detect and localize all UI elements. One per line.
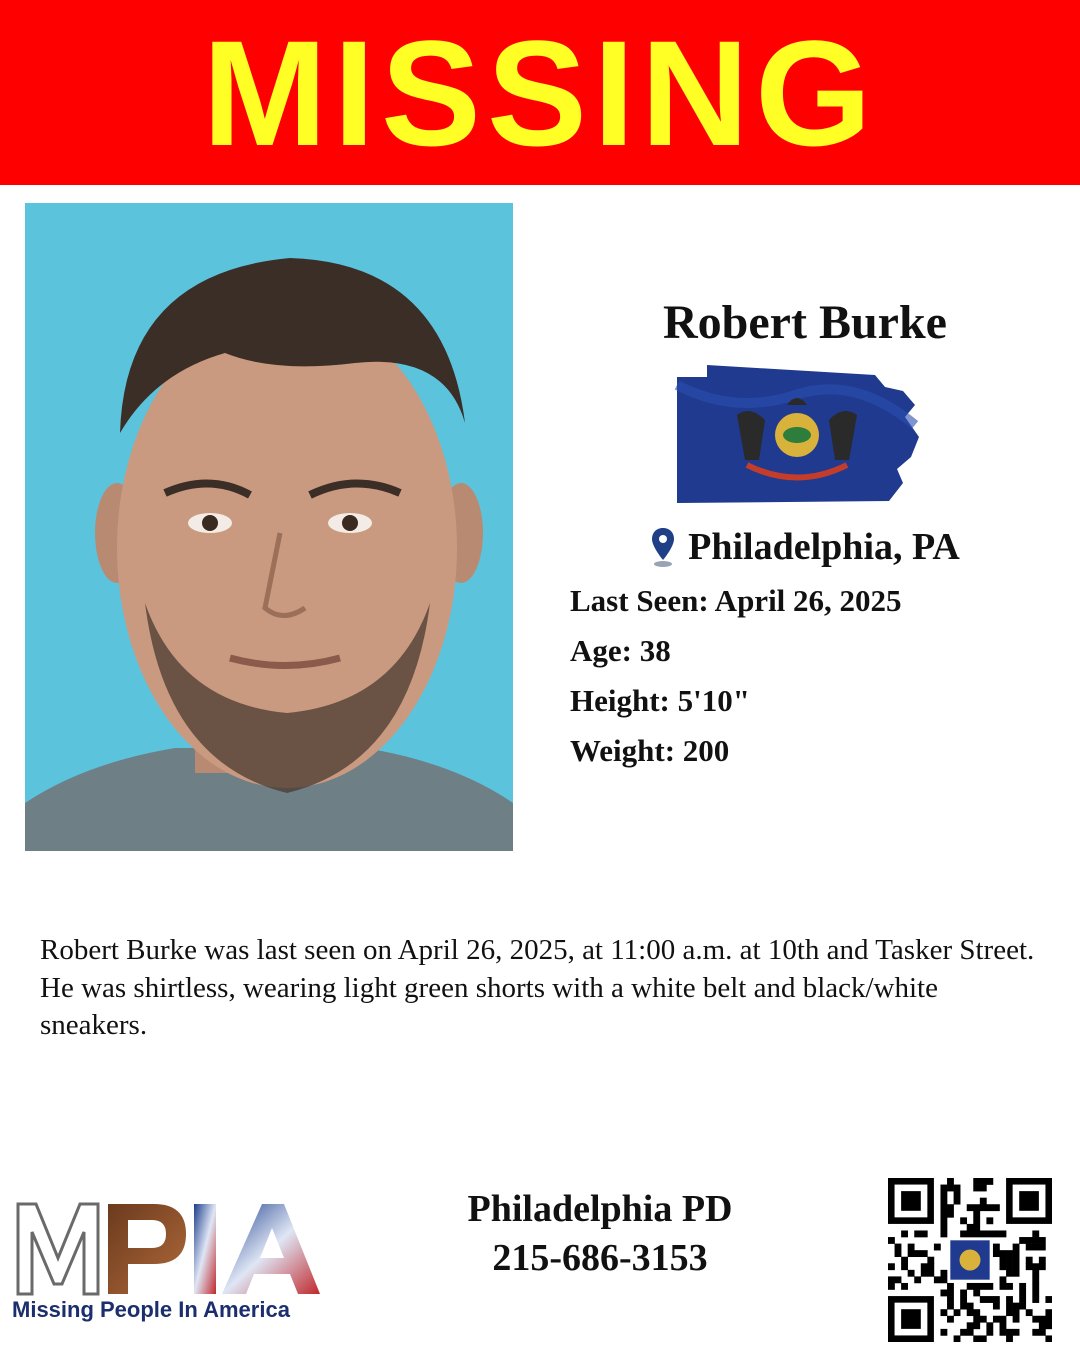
description: Robert Burke was last seen on April 26, 2025, at 11:00 a.m. at 10th and Tasker Street. He was shirtless, wearing light green shorts with a white belt and black/white sneakers. [40, 934, 1035, 1042]
age: Age: 38 [570, 633, 671, 668]
banner-title: MISSING [202, 8, 878, 177]
person-name: Robert Burke [663, 296, 947, 349]
contact-block [400, 1185, 800, 1284]
phone-number: 215-686-3153 [492, 1237, 708, 1280]
location-text: Philadelphia, PA [688, 526, 960, 568]
person-photo [25, 203, 513, 851]
pennsylvania-flag-map [675, 365, 920, 505]
qr-code[interactable] [888, 1178, 1052, 1342]
logo-tagline: Missing People In America [12, 1297, 290, 1322]
last-seen: Last Seen: April 26, 2025 [570, 583, 902, 618]
location [560, 525, 1050, 569]
missing-banner [0, 0, 1080, 185]
map-pin-icon [650, 526, 676, 568]
agency-name: Philadelphia PD [467, 1188, 733, 1230]
weight: Weight: 200 [570, 733, 730, 768]
height: Height: 5'10" [570, 683, 750, 718]
portrait-illustration [25, 203, 513, 851]
